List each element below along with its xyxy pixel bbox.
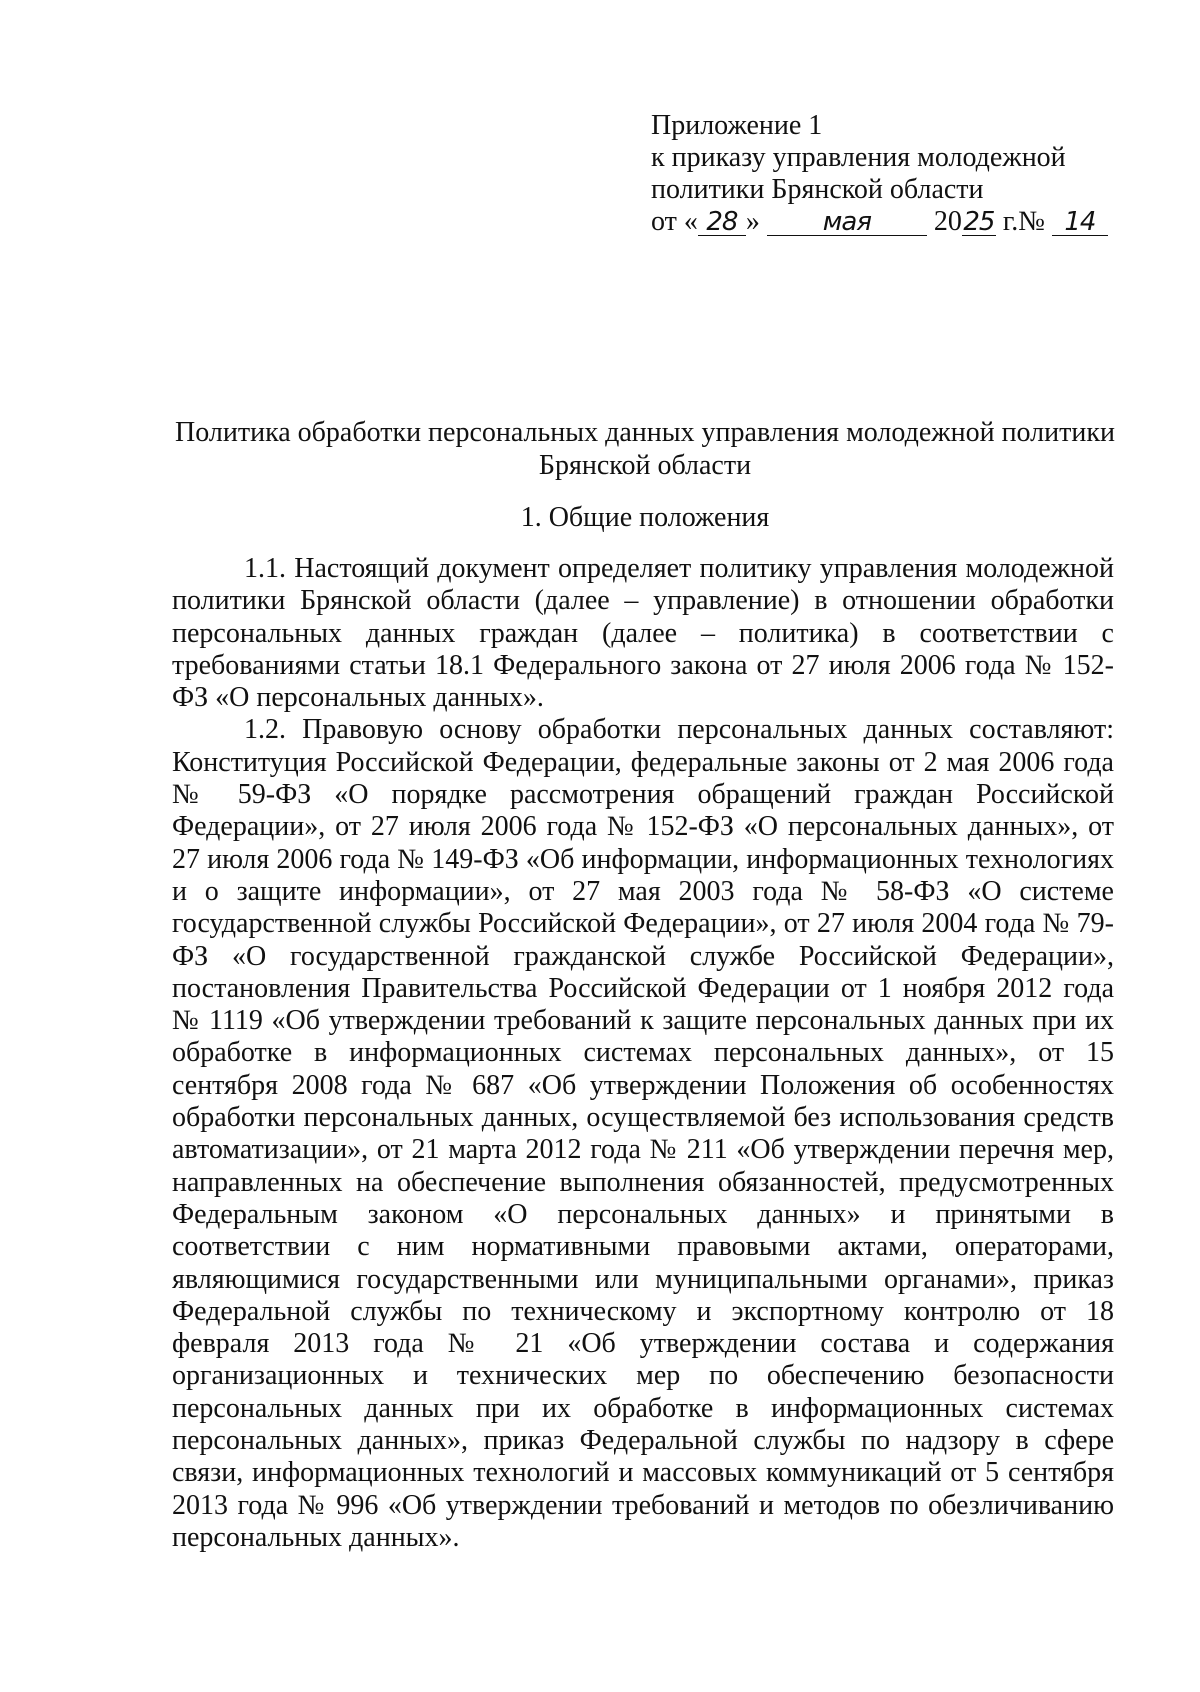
date-close-quote: »: [745, 206, 760, 237]
appendix-org-line: политики Брянской области: [651, 174, 984, 205]
appendix-title: Приложение 1: [651, 110, 823, 141]
appendix-date-line: [651, 206, 1121, 238]
handwritten-number: 14: [1052, 209, 1108, 236]
date-prefix: от «: [651, 206, 698, 237]
paragraph-1-1: 1.1. Настоящий документ определяет политику управления молодежной политики Брянской области (далее – управление) в отношении обработки персональных данных граждан (далее – политика) в соответствии с требованиями статьи 18.1 Федерального закона от 27 июля 2006 года № 152-ФЗ «О персональных данных».: [172, 553, 1114, 714]
handwritten-year: 25: [963, 207, 995, 237]
document-title: Политика обработки персональных данных управления молодежной политики Брянской области: [175, 417, 1115, 481]
number-prefix: г.№: [1002, 206, 1045, 237]
handwritten-month: мая: [767, 209, 927, 236]
date-century: 20: [933, 206, 962, 237]
handwritten-day: 28: [698, 209, 746, 236]
paragraph-1-2: 1.2. Правовую основу обработки персональных данных составляют: Конституция Российской Федерации, федеральные законы от 2 мая 2006 года № 59-ФЗ «О порядке рассмотрения обращений граждан Российской Федерации», от 27 июля 2006 года № 152-ФЗ «О персональных данных», от 27 июля 2006 года № 149-ФЗ «Об информации, информационных технологиях и о защите информации», от 27 мая 2003 года № 58-ФЗ «О системе государственной службы Российской Федерации», от 27 июля 2004 года № 79-ФЗ «О государственной гражданской службе Российской Федерации», постановления Правительства Российской Федерации от 1 ноября 2012 года № 1119 «Об утверждении требований к защите персональных данных при их обработке в информационных системах персональных данных», от 15 сентября 2008 года № 687 «Об утверждении Положения об особенностях обработки персональных данных, осуществляемой без использования средств автоматизации», от 21 марта 2012 года № 211 «Об утверждении перечня мер, направленных на обеспечение выполнения обязанностей, предусмотренных Федеральным законом «О персональных данных» и принятыми в соответствии с ним нормативными правовыми актами, операторами, являющимися государственными или муниципальными органами», приказ Федеральной службы по техническому и экспортному контролю от 18 февраля 2013 года № 21 «Об утверждении состава и содержания организационных и технических мер по обеспечению безопасности персональных данных при их обработке в информационных системах персональных данных», приказ Федеральной службы по надзору в сфере связи, информационных технологий и массовых коммуникаций от 5 сентября 2013 года № 996 «Об утверждении требований и методов по обезличиванию персональных данных».: [172, 714, 1114, 1553]
document-body: [172, 553, 1114, 1554]
appendix-header: [651, 110, 1121, 238]
section-heading: 1. Общие положения: [520, 502, 770, 533]
appendix-order-line: к приказу управления молодежной: [651, 142, 1066, 173]
